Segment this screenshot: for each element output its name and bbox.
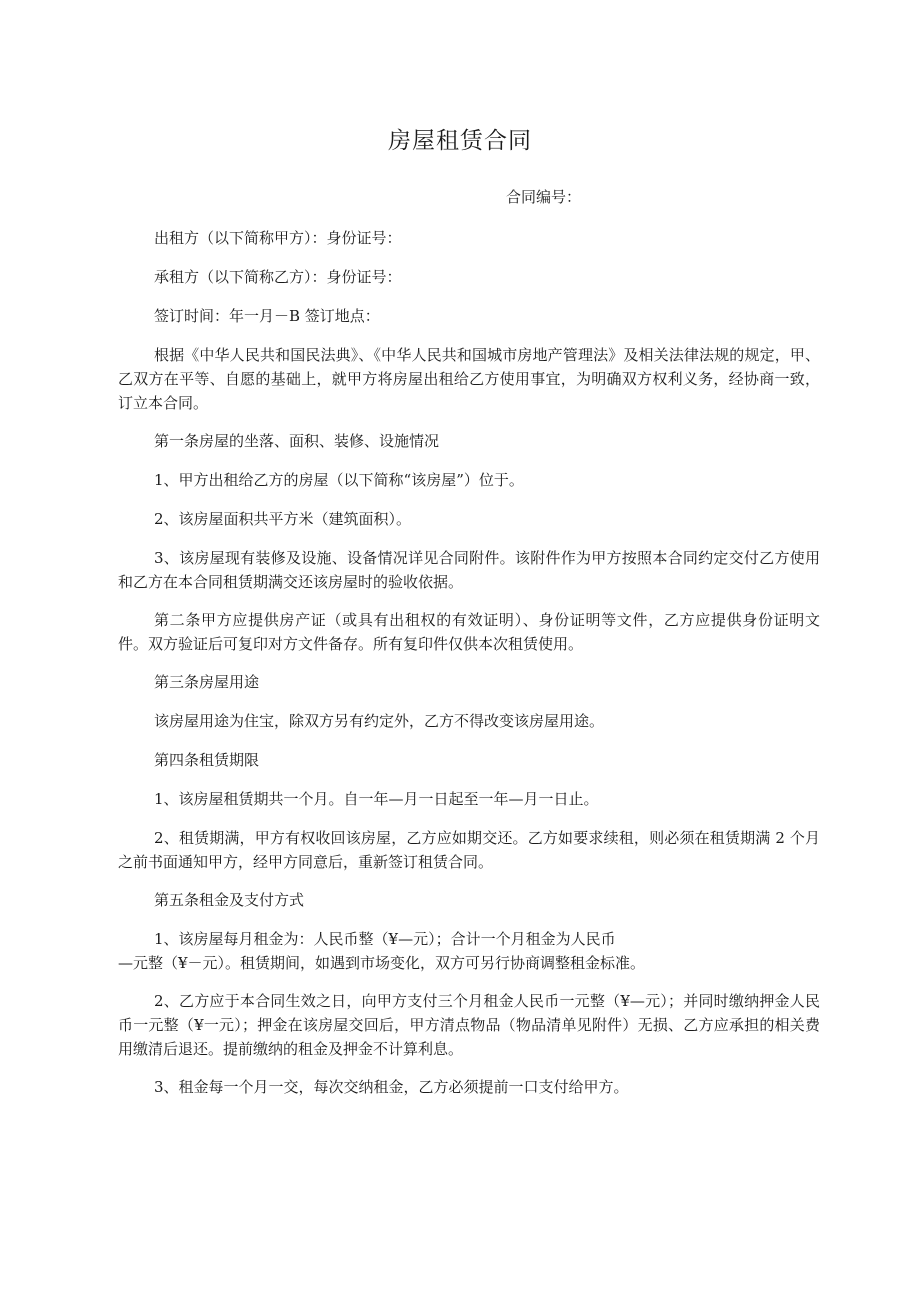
article-3-heading: 第三条房屋用途: [154, 673, 260, 691]
article-4-clause-2: 2、租赁期满，甲方有权收回该房屋，乙方应如期交还。乙方如要求续租，则必须在租赁期满 2 个月之前书面通知甲方，经甲方同意后，重新签订租赁合同。: [118, 829, 820, 871]
signing-info-line: 签订时间：年一月－B 签订地点：: [154, 307, 380, 325]
article-5-heading: 第五条租金及支付方式: [154, 891, 305, 909]
document-title: 房屋租赁合同: [388, 128, 532, 154]
lessee-line: 承租方（以下简称乙方）：身份证号：: [154, 268, 402, 286]
article-5-clause-1: 1、该房屋每月租金为：人民币整（¥—元）；合计一个月租金为人民币 —元整（¥－元）。租赁期间，如遇到市场变化，双方可另行协商调整租金标准。: [118, 930, 646, 972]
article-1-clause-2: 2、该房屋面积共平方米（建筑面积）。: [154, 510, 412, 528]
article-1-heading: 第一条房屋的坐落、面积、装修、设施情况: [154, 432, 440, 450]
article-5-clause-2: 2、乙方应于本合同生效之日，向甲方支付三个月租金人民币一元整（¥—元）；并同时缴纳押金人民币一元整（¥一元）；押金在该房屋交回后，甲方清点物品（物品清单见附件）无损、乙方应承担的相关费用缴清后退还。提前缴纳的租金及押金不计算利息。: [118, 992, 820, 1058]
article-1-clause-3: 3、该房屋现有装修及设施、设备情况详见合同附件。该附件作为甲方按照本合同约定交付乙方使用和乙方在本合同租赁期满交还该房屋时的验收依据。: [118, 549, 820, 591]
article-5-clause-3: 3、租金每一个月一交，每次交纳租金，乙方必须提前一口支付给甲方。: [154, 1078, 629, 1096]
lessor-line: 出租方（以下简称甲方）：身份证号：: [154, 229, 402, 247]
document-body: [118, 226, 820, 1114]
article-4-clause-1: 1、该房屋租赁期共一个月。自一年—月一日起至一年—月一日止。: [154, 790, 599, 808]
article-4-heading: 第四条租赁期限: [154, 751, 260, 769]
article-2-paragraph: 第二条甲方应提供房产证（或具有出租权的有效证明）、身份证明等文件，乙方应提供身份证明文件。双方验证后可复印对方文件备存。所有复印件仅供本次租赁使用。: [118, 611, 820, 653]
article-1-clause-1: 1、甲方出租给乙方的房屋（以下简称“该房屋”）位于。: [154, 471, 524, 489]
preamble-paragraph: 根据《中华人民共和国民法典》、《中华人民共和国城市房地产管理法》及相关法律法规的规定，甲、乙双方在平等、自愿的基础上，就甲方将房屋出租给乙方使用事宜，为明确双方权利义务，经协商一致，订立本合同。: [118, 346, 820, 412]
article-3-body: 该房屋用途为住宝，除双方另有约定外，乙方不得改变该房屋用途。: [154, 712, 605, 730]
contract-number-label: 合同编号：: [506, 188, 582, 206]
